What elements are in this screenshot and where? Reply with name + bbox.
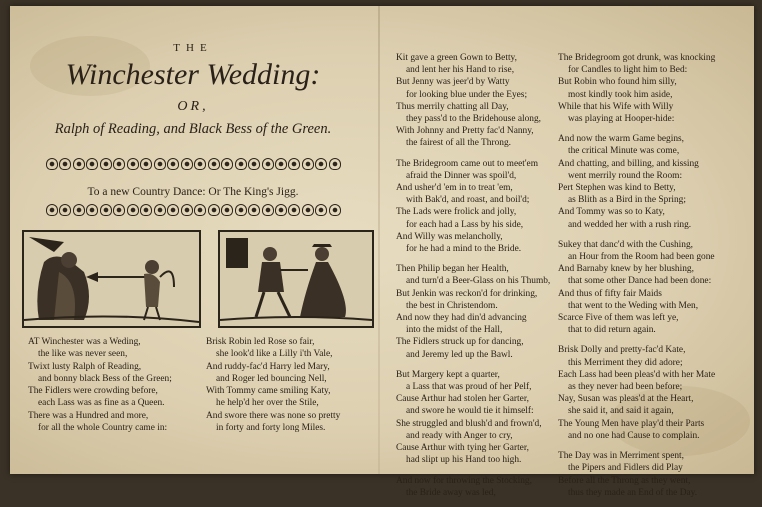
- verse-line: that some other Dance had been done:: [568, 276, 712, 287]
- verse-line: And chatting, and billing, and kissing: [558, 158, 699, 169]
- ornament-flower-icon: [235, 204, 247, 216]
- stanza: [558, 450, 715, 499]
- ornament-flower-icon: [140, 158, 152, 170]
- verse-line: AT Winchester was a Weding,: [28, 337, 141, 347]
- verse-line: as Blith as a Bird in the Spring;: [568, 195, 686, 206]
- tune-line: To a new Country Dance: Or The King's Jigg.: [87, 186, 299, 198]
- woodcut-couple-cupid: [22, 230, 201, 328]
- verse-line: And Barnaby knew by her blushing,: [558, 264, 694, 275]
- ornament-flower-icon: [140, 204, 152, 216]
- ornament-rule-top: [46, 158, 341, 172]
- verse-line: The Lads were frolick and jolly,: [396, 207, 517, 218]
- ornament-flower-icon: [235, 158, 247, 170]
- verse-line: Scarce Five of them was left ye,: [558, 313, 679, 324]
- ornament-flower-icon: [208, 158, 220, 170]
- verse-line: The Fidlers struck up for dancing,: [396, 337, 524, 348]
- ornament-flower-icon: [113, 204, 125, 216]
- stanza: [396, 263, 550, 361]
- verse-line: And now they had din'd advancing: [396, 313, 527, 324]
- page-title: Winchester Wedding:: [65, 58, 321, 91]
- verse-line: went merrily round the Room:: [568, 170, 683, 181]
- ornament-flower-icon: [248, 158, 260, 170]
- verse-line: And usher'd 'em in to treat 'em,: [396, 183, 513, 194]
- verse-line: the Bride away was led,: [406, 487, 496, 498]
- ornament-flower-icon: [59, 204, 71, 216]
- ornament-flower-icon: [86, 204, 98, 216]
- ornament-flower-icon: [302, 204, 314, 216]
- verse-line: While that his Wife with Willy: [558, 101, 674, 112]
- verse-line: he help'd her over the Stile,: [216, 398, 319, 409]
- verse-line: And Willy was melancholly,: [396, 231, 503, 242]
- verse-line: and swore he would tie it himself:: [406, 406, 534, 417]
- ornament-flower-icon: [194, 204, 206, 216]
- verse-line: Brisk Dolly and pretty-fac'd Kate,: [558, 345, 686, 356]
- verse-line: And Tommy was so to Katy,: [558, 207, 665, 218]
- ornament-flower-icon: [167, 158, 179, 170]
- stanza: [558, 239, 715, 337]
- ornament-flower-icon: [127, 158, 139, 170]
- verse-line: Thus merrily chatting all Day,: [396, 101, 509, 112]
- verse-line: that to did return again.: [568, 325, 656, 336]
- ornament-flower-icon: [46, 204, 58, 216]
- verse-line: Cause Arthur with tying her Garter,: [396, 443, 529, 454]
- ornament-rule-bottom: [46, 204, 341, 218]
- verse-line: a Lass that was proud of her Pelf,: [406, 382, 532, 393]
- stanza: [396, 52, 550, 150]
- verse-line: this Merriment they did adore;: [568, 357, 683, 368]
- subtitle: Ralph of Reading, and Black Bess of the Green.: [54, 121, 332, 137]
- verse-line: the Pipers and Fidlers did Play: [568, 463, 683, 474]
- verse-line: Each Lass had been pleas'd with her Mate: [558, 369, 716, 380]
- verse-line: There was a Hundred and more,: [28, 410, 149, 421]
- stanza: [396, 369, 550, 467]
- verse-line: was playing at Hooper-hide:: [568, 114, 675, 125]
- stanza: [558, 133, 715, 231]
- verse-line: an Hour from the Room had been gone: [568, 252, 715, 263]
- ornament-flower-icon: [181, 204, 193, 216]
- ornament-flower-icon: [100, 158, 112, 170]
- ornament-flower-icon: [208, 204, 220, 216]
- ornament-flower-icon: [154, 204, 166, 216]
- verse-line: the fairest of all the Throng.: [406, 138, 512, 149]
- verse-middle: [206, 336, 340, 434]
- verse-line: And now for throwing the Stocking,: [396, 475, 532, 486]
- verse-line: and no one had Cause to complain.: [568, 430, 700, 441]
- verse-line: Cause Arthur had stolen her Garter,: [396, 394, 529, 405]
- verse-line: The Fidlers were crowding before,: [28, 386, 158, 397]
- verse-line: into the midst of the Hall,: [406, 325, 503, 336]
- ornament-flower-icon: [302, 158, 314, 170]
- ornament-flower-icon: [221, 158, 233, 170]
- column-b: [558, 52, 715, 507]
- ornament-flower-icon: [275, 204, 287, 216]
- ornament-flower-icon: [288, 204, 300, 216]
- verse-line: and wedded her with a rush ring.: [568, 219, 692, 230]
- woodcut-dancing-couple: [218, 230, 374, 328]
- verse-line: for looking blue under the Eyes;: [406, 89, 528, 100]
- ornament-flower-icon: [167, 204, 179, 216]
- verse-line: With Tommy came smiling Katy,: [206, 386, 331, 397]
- verse-line: Twixt lusty Ralph of Reading,: [28, 361, 142, 372]
- verse-line: and lent her his Hand to rise,: [406, 65, 515, 76]
- ornament-flower-icon: [73, 158, 85, 170]
- verse-line: the like was never seen,: [38, 349, 128, 360]
- verse-line: for Candles to light him to Bed:: [568, 65, 688, 76]
- verse-line: thus they made an End of the Day.: [568, 487, 698, 498]
- ornament-flower-icon: [86, 158, 98, 170]
- ornament-flower-icon: [181, 158, 193, 170]
- verse-line: And swore there was none so pretty: [206, 410, 341, 421]
- ornament-flower-icon: [221, 204, 233, 216]
- verse-line: The Day was in Merriment spent,: [558, 451, 685, 462]
- verse-line: The Bridegroom came out to meet'em: [396, 158, 539, 169]
- ornament-flower-icon: [329, 158, 341, 170]
- verse-line: And now the warm Game begins,: [558, 134, 685, 145]
- verse-line: for he had a mind to the Bride.: [406, 244, 522, 255]
- ornament-flower-icon: [154, 158, 166, 170]
- ornament-flower-icon: [127, 204, 139, 216]
- ornament-flower-icon: [275, 158, 287, 170]
- verse-line: and Jeremy led up the Bawl.: [406, 349, 513, 360]
- verse-line: for each had a Lass by his side,: [406, 219, 524, 230]
- ornament-flower-icon: [100, 204, 112, 216]
- verse-line: The Bridegroom got drunk, was knocking: [558, 53, 716, 63]
- verse-line: afraid the Dinner was spoil'd,: [406, 170, 517, 181]
- verse-line: But Margery kept a quarter,: [396, 369, 500, 380]
- verse-line: The Young Men have play'd their Parts: [558, 418, 705, 429]
- stanza: [558, 52, 715, 125]
- left-page: [10, 6, 376, 474]
- verse-line: Pert Stephen was kind to Betty,: [558, 183, 676, 194]
- verse-line: she look'd like a Lilly i'th Vale,: [216, 349, 333, 360]
- verse-line: Before all the Throng as they went,: [558, 475, 691, 486]
- verse-line: But Jenkin was reckon'd for drinking,: [396, 288, 538, 299]
- verse-line: And ruddy-fac'd Harry led Mary,: [206, 361, 330, 372]
- verse-line: But Jenny was jeer'd by Watty: [396, 77, 510, 88]
- title-or: OR,: [177, 99, 209, 114]
- verse-line: had slipt up his Hand too high.: [406, 455, 522, 466]
- verse-line: Kit gave a green Gown to Betty,: [396, 53, 517, 63]
- ornament-flower-icon: [315, 158, 327, 170]
- verse-line: and ready with Anger to cry,: [406, 430, 513, 441]
- ornament-flower-icon: [262, 204, 274, 216]
- column-a: [396, 52, 550, 507]
- verse-line: they pass'd to the Bridehouse along,: [406, 114, 541, 125]
- ornament-flower-icon: [46, 158, 58, 170]
- ornament-flower-icon: [113, 158, 125, 170]
- verse-line: Sukey that danc'd with the Cushing,: [558, 239, 694, 250]
- ornament-flower-icon: [73, 204, 85, 216]
- stanza: [558, 344, 715, 442]
- ornament-flower-icon: [248, 204, 260, 216]
- ornament-flower-icon: [194, 158, 206, 170]
- title-the: THE: [173, 42, 213, 54]
- verse-line: that went to the Weding with Men,: [568, 300, 699, 311]
- ornament-flower-icon: [315, 204, 327, 216]
- broadside-sheet: [10, 6, 754, 498]
- stanza: [396, 475, 550, 499]
- verse-line: in forty and forty long Miles.: [216, 423, 326, 434]
- verse-line: as they never had been before;: [568, 382, 683, 393]
- verse-line: Nay, Susan was pleas'd at the Heart,: [558, 394, 694, 405]
- ornament-flower-icon: [59, 158, 71, 170]
- verse-left: [28, 336, 172, 434]
- verse-line: She struggled and blush'd and frown'd,: [396, 418, 542, 429]
- verse-line: and turn'd a Beer-Glass on his Thumb,: [406, 276, 551, 287]
- ornament-flower-icon: [262, 158, 274, 170]
- verse-line: she said it, and said it again,: [568, 406, 674, 417]
- verse-line: each Lass was as fine as a Queen.: [38, 398, 165, 409]
- ornament-flower-icon: [329, 204, 341, 216]
- verse-line: the critical Minute was come,: [568, 146, 680, 157]
- verse-line: Brisk Robin led Rose so fair,: [206, 337, 315, 347]
- verse-line: Then Philip began her Health,: [396, 264, 509, 275]
- stanza: [396, 158, 550, 256]
- verse-line: the best in Christendom.: [406, 300, 498, 311]
- verse-line: and Roger led bouncing Nell,: [216, 373, 327, 384]
- verse-line: But Robin who found him silly,: [558, 77, 677, 88]
- verse-line: most kindly took him aside,: [568, 89, 673, 100]
- verse-line: With Johnny and Pretty fac'd Nanny,: [396, 126, 534, 137]
- ornament-flower-icon: [288, 158, 300, 170]
- center-fold: [378, 6, 380, 474]
- verse-line: for all the whole Country came in:: [38, 423, 168, 434]
- verse-line: with Bak'd, and roast, and boil'd;: [406, 195, 530, 206]
- verse-line: and bonny black Bess of the Green;: [38, 373, 172, 384]
- verse-line: And thus of fifty fair Maids: [558, 288, 662, 299]
